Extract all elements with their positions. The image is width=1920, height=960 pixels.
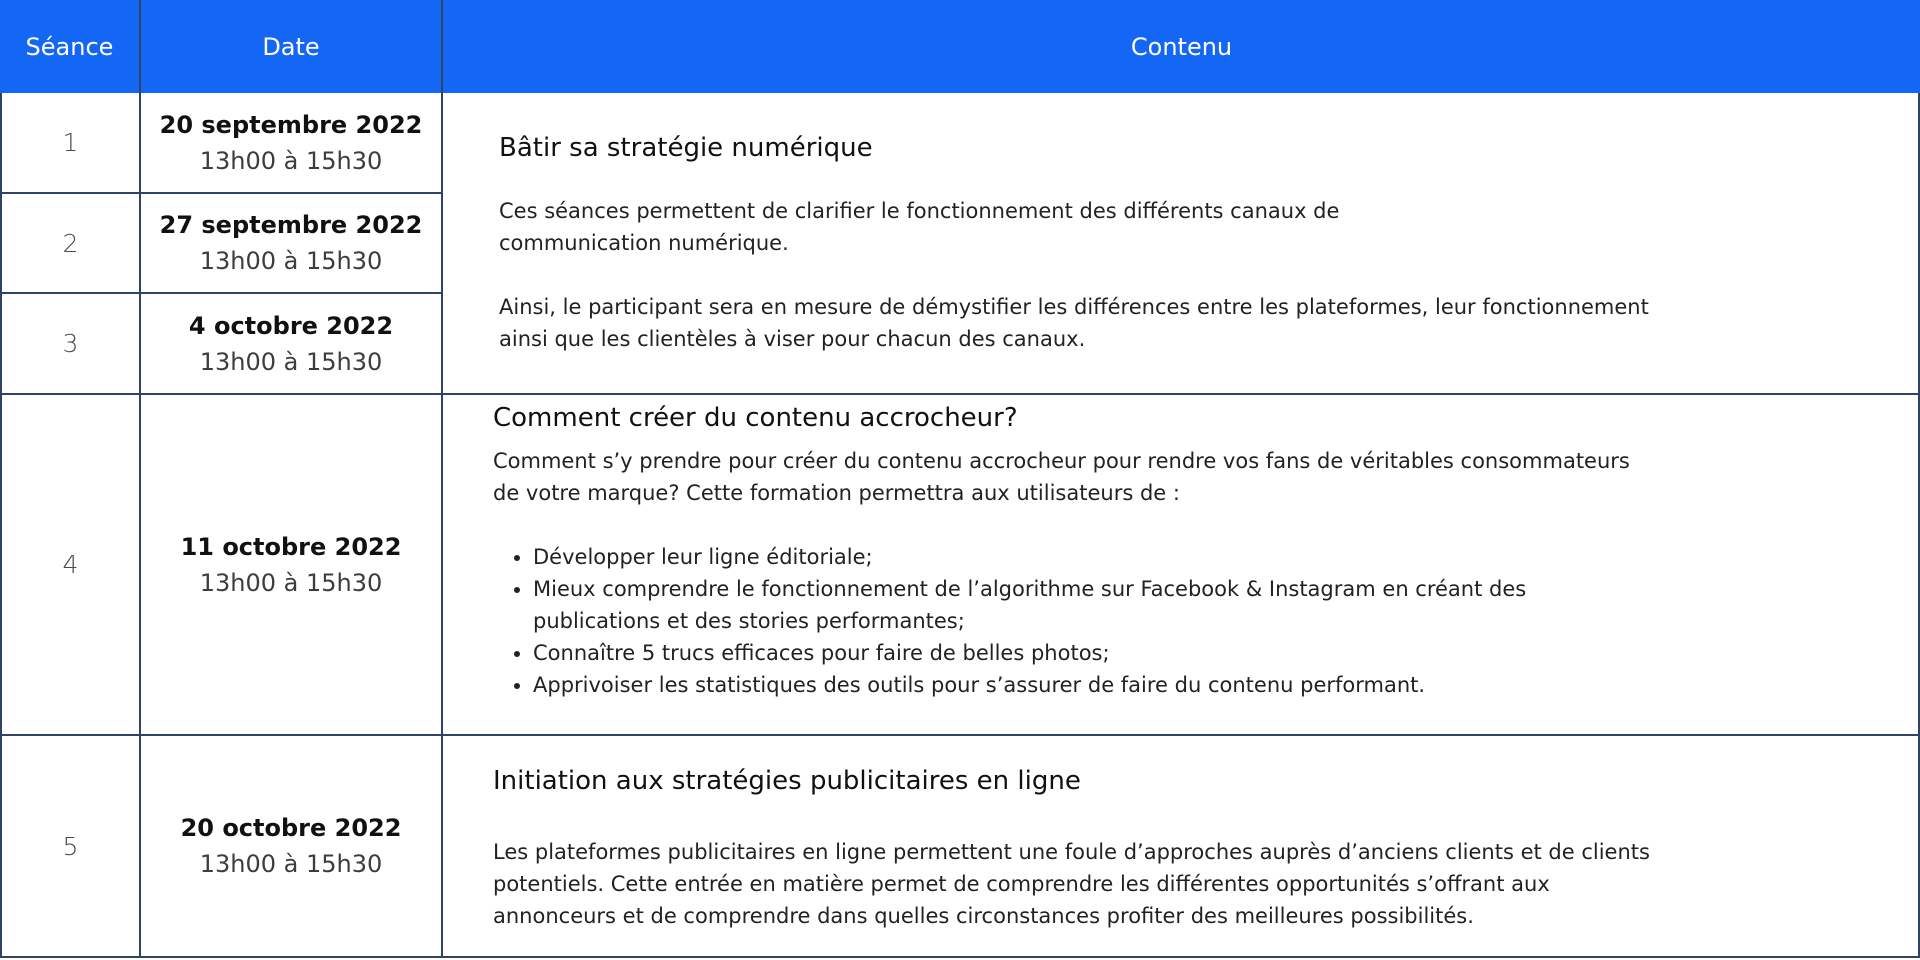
text-line: Ainsi, le participant sera en mesure de démystifier les différences entre les plateformes, leur fonctionnement	[499, 295, 1649, 319]
date-cell	[141, 194, 443, 294]
seance-number: 1	[0, 93, 141, 194]
bullet-list	[493, 541, 1778, 701]
text-line: Apprivoiser les statistiques des outils pour s’assurer de faire du contenu performant.	[533, 673, 1426, 697]
text-line: Développer leur ligne éditoriale;	[533, 545, 873, 569]
seance-number: 4	[0, 395, 141, 736]
text-line: potentiels. Cette entrée en matière permet de comprendre les différentes opportunités s’offrant aux	[493, 872, 1550, 896]
date-cell	[141, 93, 443, 194]
session-time: 13h00 à 15h30	[199, 146, 383, 175]
text-line: Connaître 5 trucs efficaces pour faire de belles photos;	[533, 641, 1110, 665]
bullet-item	[533, 541, 1778, 573]
session-date: 20 octobre 2022	[180, 814, 402, 842]
content-paragraph	[493, 445, 1778, 509]
session-time: 13h00 à 15h30	[199, 247, 383, 275]
bullet-item	[533, 637, 1778, 669]
header-date: Date	[141, 0, 443, 93]
content-cell-engaging	[443, 395, 1920, 736]
session-time: 13h00 à 15h30	[199, 850, 383, 878]
content-paragraph	[499, 195, 1778, 259]
content-cell-strategy	[443, 93, 1920, 395]
content-cell-advertising	[443, 736, 1920, 958]
session-date: 4 octobre 2022	[188, 311, 394, 340]
bullet-item	[533, 573, 1778, 637]
session-time: 13h00 à 15h30	[199, 568, 383, 597]
content-paragraph	[493, 836, 1778, 932]
text-line: Comment s’y prendre pour créer du contenu accrocheur pour rendre vos fans de véritables consommateurs	[493, 449, 1630, 473]
content-paragraph	[499, 291, 1778, 355]
text-line: Ces séances permettent de clarifier le fonctionnement des différents canaux de	[499, 199, 1340, 223]
header-seance: Séance	[0, 0, 141, 93]
text-line: Les plateformes publicitaires en ligne permettent une foule d’approches auprès d’anciens clients et de clients	[493, 840, 1650, 864]
content-title: Initiation aux stratégies publicitaires en ligne	[493, 766, 1081, 796]
session-date: 20 septembre 2022	[159, 110, 423, 139]
seance-number: 3	[0, 294, 141, 395]
session-time: 13h00 à 15h30	[199, 347, 383, 376]
session-date: 11 octobre 2022	[180, 532, 402, 561]
content-title: Comment créer du contenu accrocheur?	[493, 403, 1018, 433]
text-line: ainsi que les clientèles à viser pour chacun des canaux.	[499, 327, 1086, 351]
bullet-item	[533, 669, 1778, 701]
seance-number: 5	[0, 736, 141, 958]
text-line: • Mieux comprendre le fonctionnement de l’algorithme sur Facebook & Instagram en créant des	[533, 577, 1527, 601]
text-line: publications et des stories performantes;	[533, 609, 965, 633]
date-cell	[141, 294, 443, 395]
session-date: 27 septembre 2022	[159, 211, 423, 239]
date-cell	[141, 395, 443, 736]
date-cell	[141, 736, 443, 958]
seance-number: 2	[0, 194, 141, 294]
header-contenu: Contenu	[443, 0, 1920, 93]
text-line: communication numérique.	[499, 231, 789, 255]
text-line: de votre marque? Cette formation permettra aux utilisateurs de :	[493, 481, 1180, 505]
content-title: Bâtir sa stratégie numérique	[499, 133, 873, 163]
text-line: annonceurs et de comprendre dans quelles circonstances profiter des meilleures possibilités.	[493, 904, 1474, 928]
